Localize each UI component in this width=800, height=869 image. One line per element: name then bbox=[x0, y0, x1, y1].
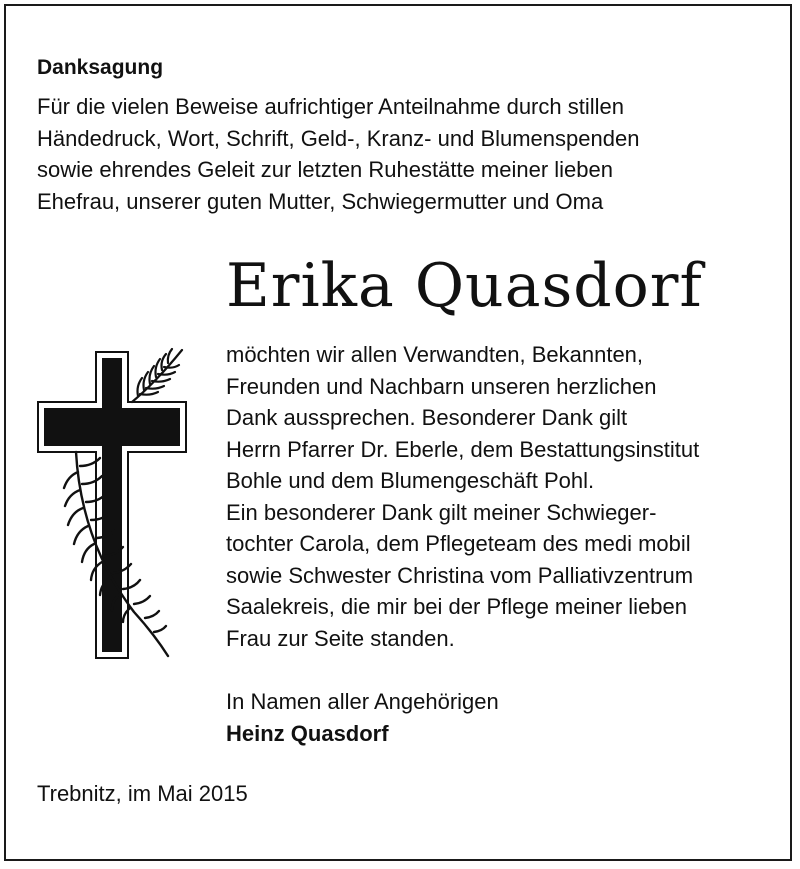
closing-block bbox=[226, 686, 499, 749]
body-line: möchten wir allen Verwandten, Bekannten, bbox=[226, 342, 644, 367]
body-line: Frau zur Seite standen. bbox=[226, 625, 455, 651]
body-line: Herrn Pfarrer Dr. Eberle, dem Bestattungsinstitut bbox=[226, 436, 700, 462]
body-line: Ein besonderer Dank gilt meiner Schwieger- bbox=[226, 499, 657, 525]
intro-line: Ehefrau, unserer guten Mutter, Schwiegermutter und Oma bbox=[37, 188, 604, 214]
body-line: sowie Schwester Christina vom Palliativzentrum bbox=[226, 562, 694, 588]
body-line: Freunden und Nachbarn unseren herzlichen bbox=[226, 373, 657, 399]
closing-line: In Namen aller Angehörigen bbox=[226, 689, 499, 714]
intro-paragraph bbox=[37, 91, 777, 217]
body-line: Dank aussprechen. Besonderer Dank gilt bbox=[226, 405, 628, 430]
intro-line: Für die vielen Beweise aufrichtiger Anteilnahme durch stillen bbox=[37, 94, 624, 119]
signer-name: Heinz Quasdorf bbox=[226, 720, 389, 746]
body-line: Saalekreis, die mir bei der Pflege meiner lieben bbox=[226, 594, 688, 619]
intro-line: sowie ehrendes Geleit zur letzten Ruhestätte meiner lieben bbox=[37, 157, 613, 182]
deceased-name: Erika Quasdorf bbox=[226, 251, 703, 321]
thanks-paragraph bbox=[226, 339, 786, 654]
body-line: tochter Carola, dem Pflegeteam des medi mobil bbox=[226, 531, 691, 556]
cross-with-palm-branch-icon bbox=[36, 342, 206, 662]
place-and-date: Trebnitz, im Mai 2015 bbox=[37, 781, 248, 806]
body-line: Bohle und dem Blumengeschäft Pohl. bbox=[226, 468, 595, 493]
intro-line: Händedruck, Wort, Schrift, Geld-, Kranz- und Blumenspenden bbox=[37, 125, 640, 151]
notice-heading: Danksagung bbox=[37, 56, 164, 79]
